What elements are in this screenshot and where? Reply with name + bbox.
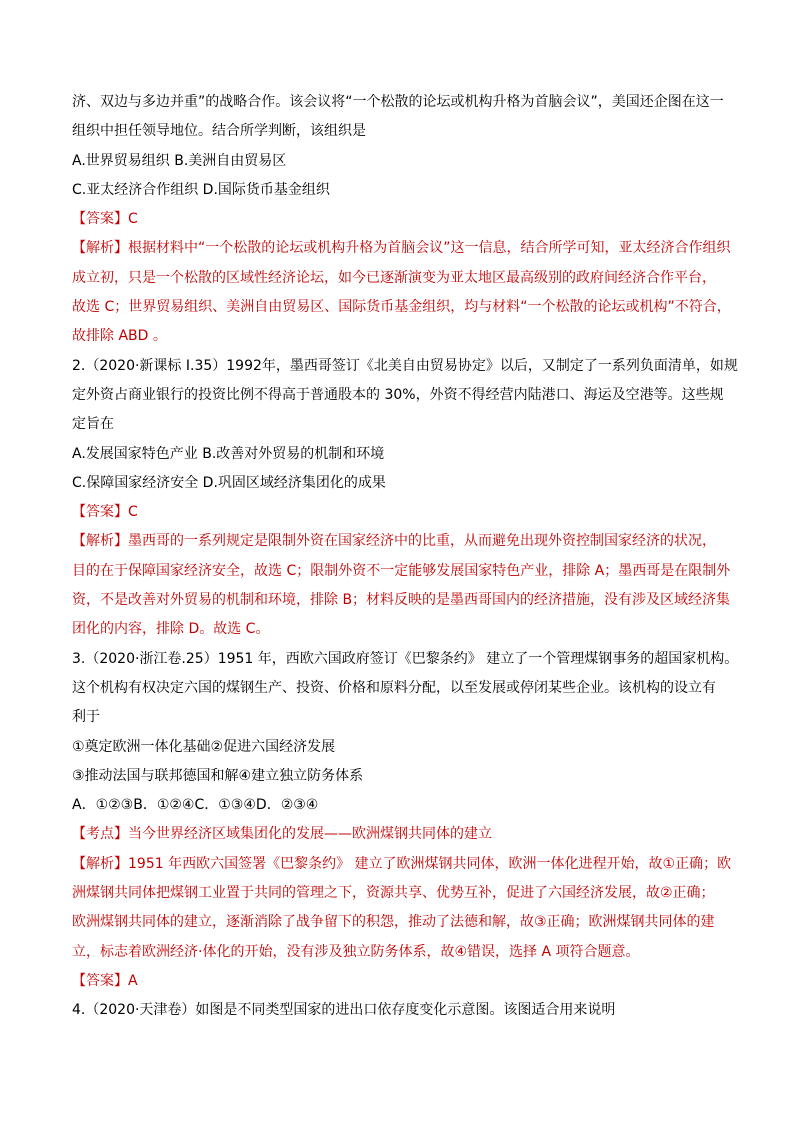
q1-analysis-line-4: 故排除 ABD 。 xyxy=(72,328,167,345)
analysis-text: 1951 年西欧六国签署《巴黎条约》 建立了欧洲煤钢共同体，欧洲一体化进程开始，故①正确；欧 xyxy=(128,855,732,872)
q3-stem-line-1: 3.（2020·浙江卷.25）1951 年，西欧六国政府签订《巴黎条约》 建立了一个管理煤钢事务的超国家机构。 xyxy=(72,650,739,667)
point-text: 当今世界经济区域集团化的发展——欧洲煤钢共同体的建立 xyxy=(128,826,492,843)
q1-answer xyxy=(72,209,724,229)
q1-option-line-2: C.亚太经济合作组织 D.国际货币基金组织 xyxy=(72,181,330,198)
q2-analysis-line-3: 资，不是改善对外贸易的机制和环境，排除 B；材料反映的是墨西哥国内的经济措施，没有涉及区域经济集 xyxy=(72,592,731,609)
q1-stem-line-2: 组织中担任领导地位。结合所学判断，该组织是 xyxy=(72,123,366,140)
q2-analysis-line-1 xyxy=(72,531,724,551)
q1-analysis-line-3: 故选 C；世界贸易组织、美洲自由贸易区、国际货币基金组织，均与材料“一个松散的论坛或机构”不符合， xyxy=(72,299,731,316)
q3-analysis-line-2: 洲煤钢共同体把煤钢工业置于共同的管理之下，资源共享、优势互补，促进了六国经济发展，故②正确； xyxy=(72,885,715,902)
q2-analysis-line-2: 目的在于保障国家经济安全，故选 C；限制外资不一定能够发展国家特色产业，排除 A；墨西哥是在限制外 xyxy=(72,562,731,579)
q2-stem-line-1: 2.（2020·新课标 I.35）1992年，墨西哥签订《北美自由贸易协定》以后，又制定了一系列负面清单，如规 xyxy=(72,357,738,374)
q1-analysis-line-1 xyxy=(72,238,731,258)
q3-stem-line-3: 利于 xyxy=(72,709,100,726)
q2-stem-line-3: 定旨在 xyxy=(72,416,114,433)
q3-item-line-1: ①奠定欧洲一体化基础②促进六国经济发展 xyxy=(72,738,336,755)
answer-tag: 【答案】 xyxy=(72,972,128,989)
analysis-text: 墨西哥的一系列规定是限制外资在国家经济中的比重，从而避免出现外资控制国家经济的状况， xyxy=(128,533,716,550)
q2-stem-line-2: 定外资占商业银行的投资比例不得高于普通股本的 30%，外资不得经营内陆港口、海运及空港等。这些规 xyxy=(72,386,724,403)
answer-value: C xyxy=(128,504,138,521)
q3-analysis-line-1 xyxy=(72,854,732,874)
analysis-text: 根据材料中“一个松散的论坛或机构升格为首脑会议”这一信息，结合所学可知，亚太经济合作组织 xyxy=(128,240,731,257)
q3-analysis-line-4: 立，标志着欧洲经济·体化的开始，没有涉及独立防务体系，故④错误，选择 A 项符合题意。 xyxy=(72,943,640,960)
analysis-tag: 【解析】 xyxy=(72,240,128,257)
analysis-tag: 【解析】 xyxy=(72,855,128,872)
answer-value: A xyxy=(128,972,138,989)
q3-answer xyxy=(72,971,724,991)
q3-stem-line-2: 这个机构有权决定六国的煤钢生产、投资、价格和原料分配，以至发展或停闭某些企业。该机构的设立有 xyxy=(72,679,716,696)
q2-answer xyxy=(72,502,724,522)
analysis-tag: 【解析】 xyxy=(72,533,128,550)
q3-options-line: A．①②③B．①②④C．①③④D．②③④ xyxy=(72,797,319,814)
q2-analysis-line-4: 团化的内容，排除 D。故选 C。 xyxy=(72,621,270,638)
answer-tag: 【答案】 xyxy=(72,211,128,228)
q3-analysis-line-3: 欧洲煤钢共同体的建立，逐渐消除了战争留下的积怨，推动了法德和解，故③正确；欧洲煤钢共同体的建 xyxy=(72,914,715,931)
q4-stem-line-1: 4.（2020·天津卷）如图是不同类型国家的进出口依存度变化示意图。该图适合用来说明 xyxy=(72,1002,616,1019)
q1-stem-line-1: 济、双边与多边并重”的战略合作。该会议将“一个松散的论坛或机构升格为首脑会议”，美国还企图在这一 xyxy=(72,94,724,110)
q1-option-line-1: A.世界贸易组织 B.美洲自由贸易区 xyxy=(72,152,287,169)
point-tag: 【考点】 xyxy=(72,826,128,843)
q2-option-line-2: C.保障国家经济安全 D.巩固区域经济集团化的成果 xyxy=(72,474,386,491)
answer-tag: 【答案】 xyxy=(72,504,128,521)
q2-option-line-1: A.发展国家特色产业 B.改善对外贸易的机制和环境 xyxy=(72,445,385,462)
q3-item-line-2: ③推动法国与联邦德国和解④建立独立防务体系 xyxy=(72,767,364,784)
q1-analysis-line-2: 成立初，只是一个松散的区域性经济论坛，如今已逐渐演变为亚太地区最高级别的政府间经济合作平台， xyxy=(72,269,716,286)
document-page xyxy=(72,92,739,1030)
q3-point xyxy=(72,824,724,844)
answer-value: C xyxy=(128,211,138,228)
